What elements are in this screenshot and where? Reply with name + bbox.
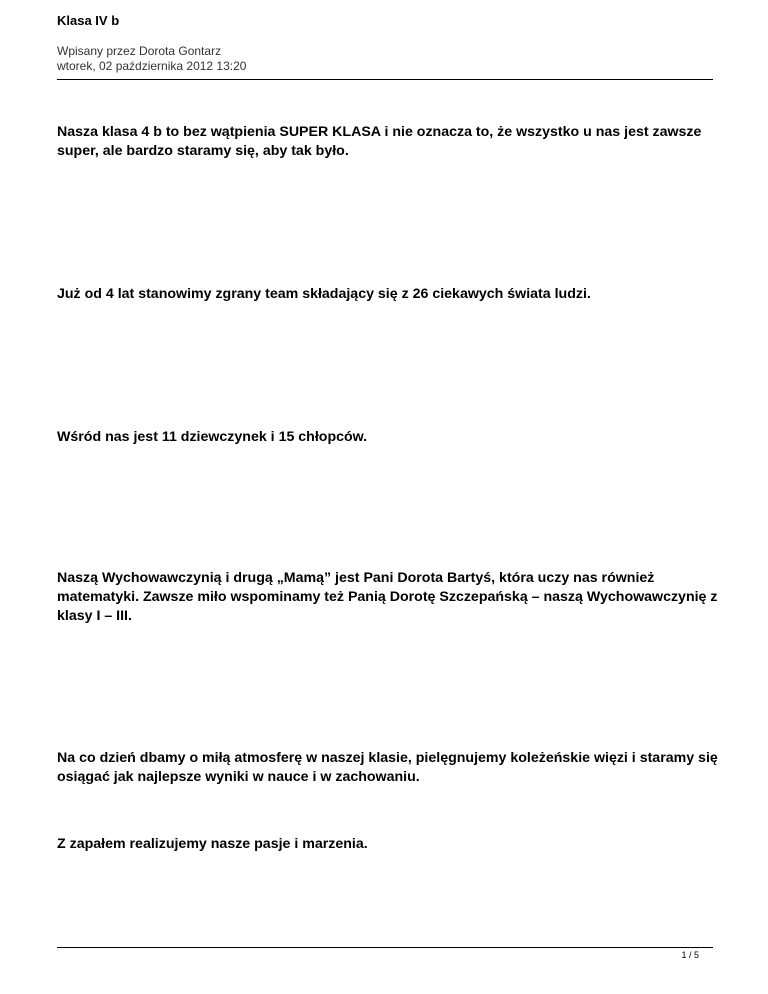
date-line: wtorek, 02 października 2012 13:20 — [57, 59, 247, 73]
header-divider — [57, 79, 713, 80]
paragraph: Wśród nas jest 11 dziewczynek i 15 chłopców. — [57, 429, 368, 445]
footer-divider — [57, 947, 713, 948]
paragraph: Naszą Wychowawczynią i drugą „Mamą” jest Pani Dorota Bartyś, która uczy nas również matematyki. Zawsze miło wspominamy też Panią Dorotę Szczepańską – naszą Wychowawczynię z klasy I – III. — [57, 570, 718, 624]
paragraph: Już od 4 lat stanowimy zgrany team składający się z 26 ciekawych świata ludzi. — [57, 286, 591, 302]
paragraph: Nasza klasa 4 b to bez wątpienia SUPER KLASA i nie oznacza to, że wszystko u nas jest zawsze super, ale bardzo staramy się, aby tak było. — [57, 124, 702, 159]
paragraph: Z zapałem realizujemy nasze pasje i marzenia. — [57, 836, 368, 852]
article-meta — [57, 44, 246, 74]
page-title: Klasa IV b — [57, 13, 120, 28]
page-number: 1 / 5 — [681, 950, 699, 960]
author-line: Wpisany przez Dorota Gontarz — [57, 44, 222, 58]
paragraph: Na co dzień dbamy o miłą atmosferę w naszej klasie, pielęgnujemy koleżeńskie więzi i staramy się osiągać jak najlepsze wyniki w nauce i w zachowaniu. — [57, 750, 718, 785]
